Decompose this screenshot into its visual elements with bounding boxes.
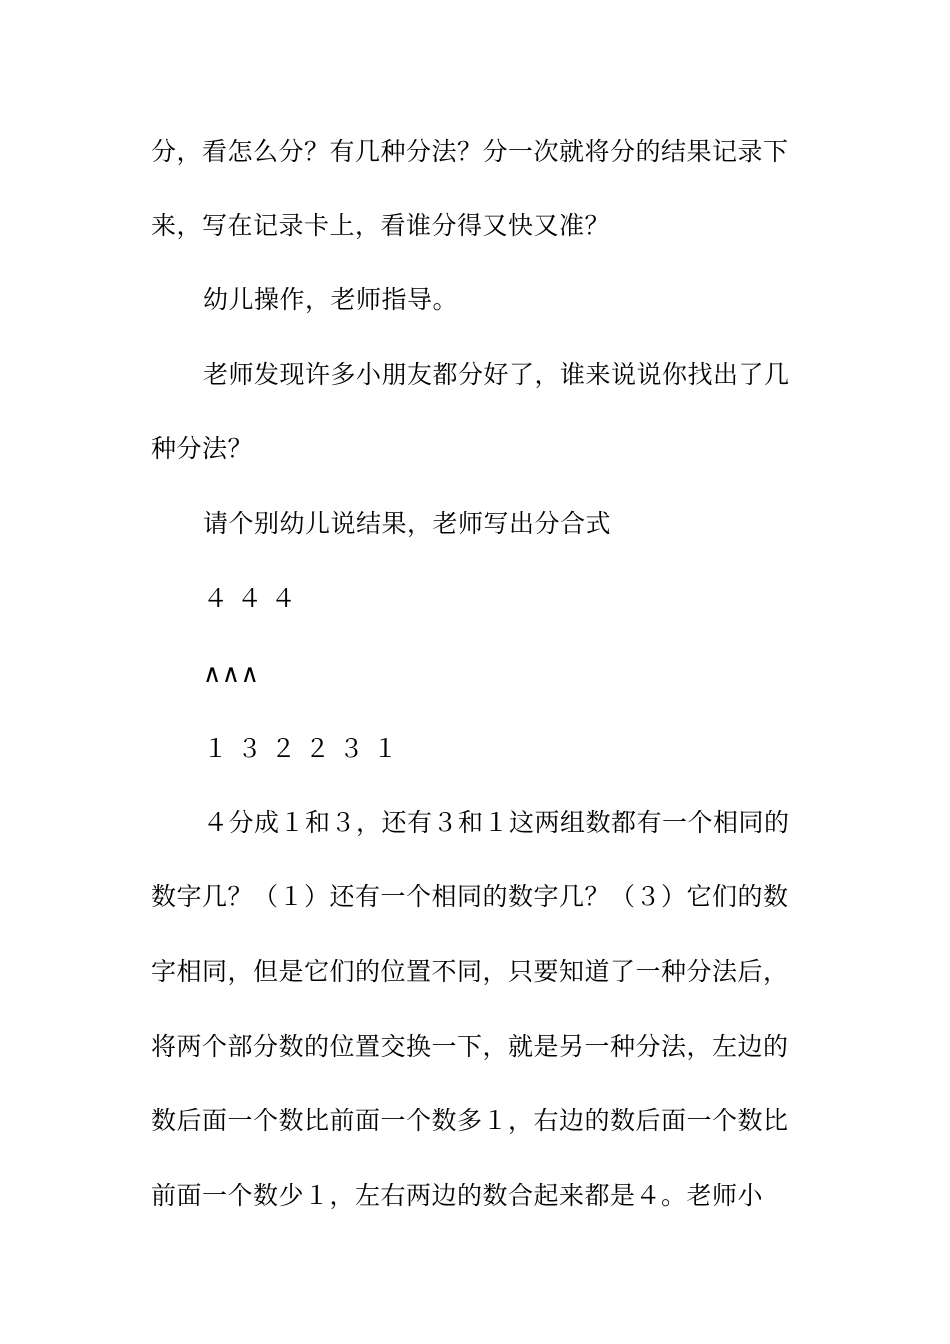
text-line: 字相同，但是它们的位置不同，只要知道了一种分法后，	[151, 957, 789, 986]
text-line: 种分法？	[151, 434, 254, 463]
text-line: 前面一个数少１，左右两边的数合起来都是４。老师小	[151, 1181, 764, 1210]
text-line: 数后面一个数比前面一个数多１，右边的数后面一个数比	[151, 1106, 789, 1135]
text-line: ４分成１和３，还有３和１这两组数都有一个相同的	[203, 808, 790, 837]
text-line: 请个别幼儿说结果，老师写出分合式	[203, 509, 612, 538]
formula-numbers-bottom: １ ３ ２ ２ ３ １	[203, 734, 399, 763]
text-line: 老师发现许多小朋友都分好了，谁来说说你找出了几	[203, 360, 790, 389]
formula-numbers-top: ４ ４ ４	[203, 584, 297, 613]
text-line: 来，写在记录卡上，看谁分得又快又准？	[151, 211, 611, 240]
text-line: 幼儿操作，老师指导。	[203, 285, 459, 314]
formula-split-symbols: ∧∧∧	[203, 659, 260, 688]
text-line: 数字几？（１）还有一个相同的数字几？（３）它们的数	[151, 882, 789, 911]
text-line: 将两个部分数的位置交换一下，就是另一种分法，左边的	[151, 1032, 789, 1061]
text-line: 分，看怎么分？有几种分法？分一次就将分的结果记录下	[151, 137, 789, 166]
